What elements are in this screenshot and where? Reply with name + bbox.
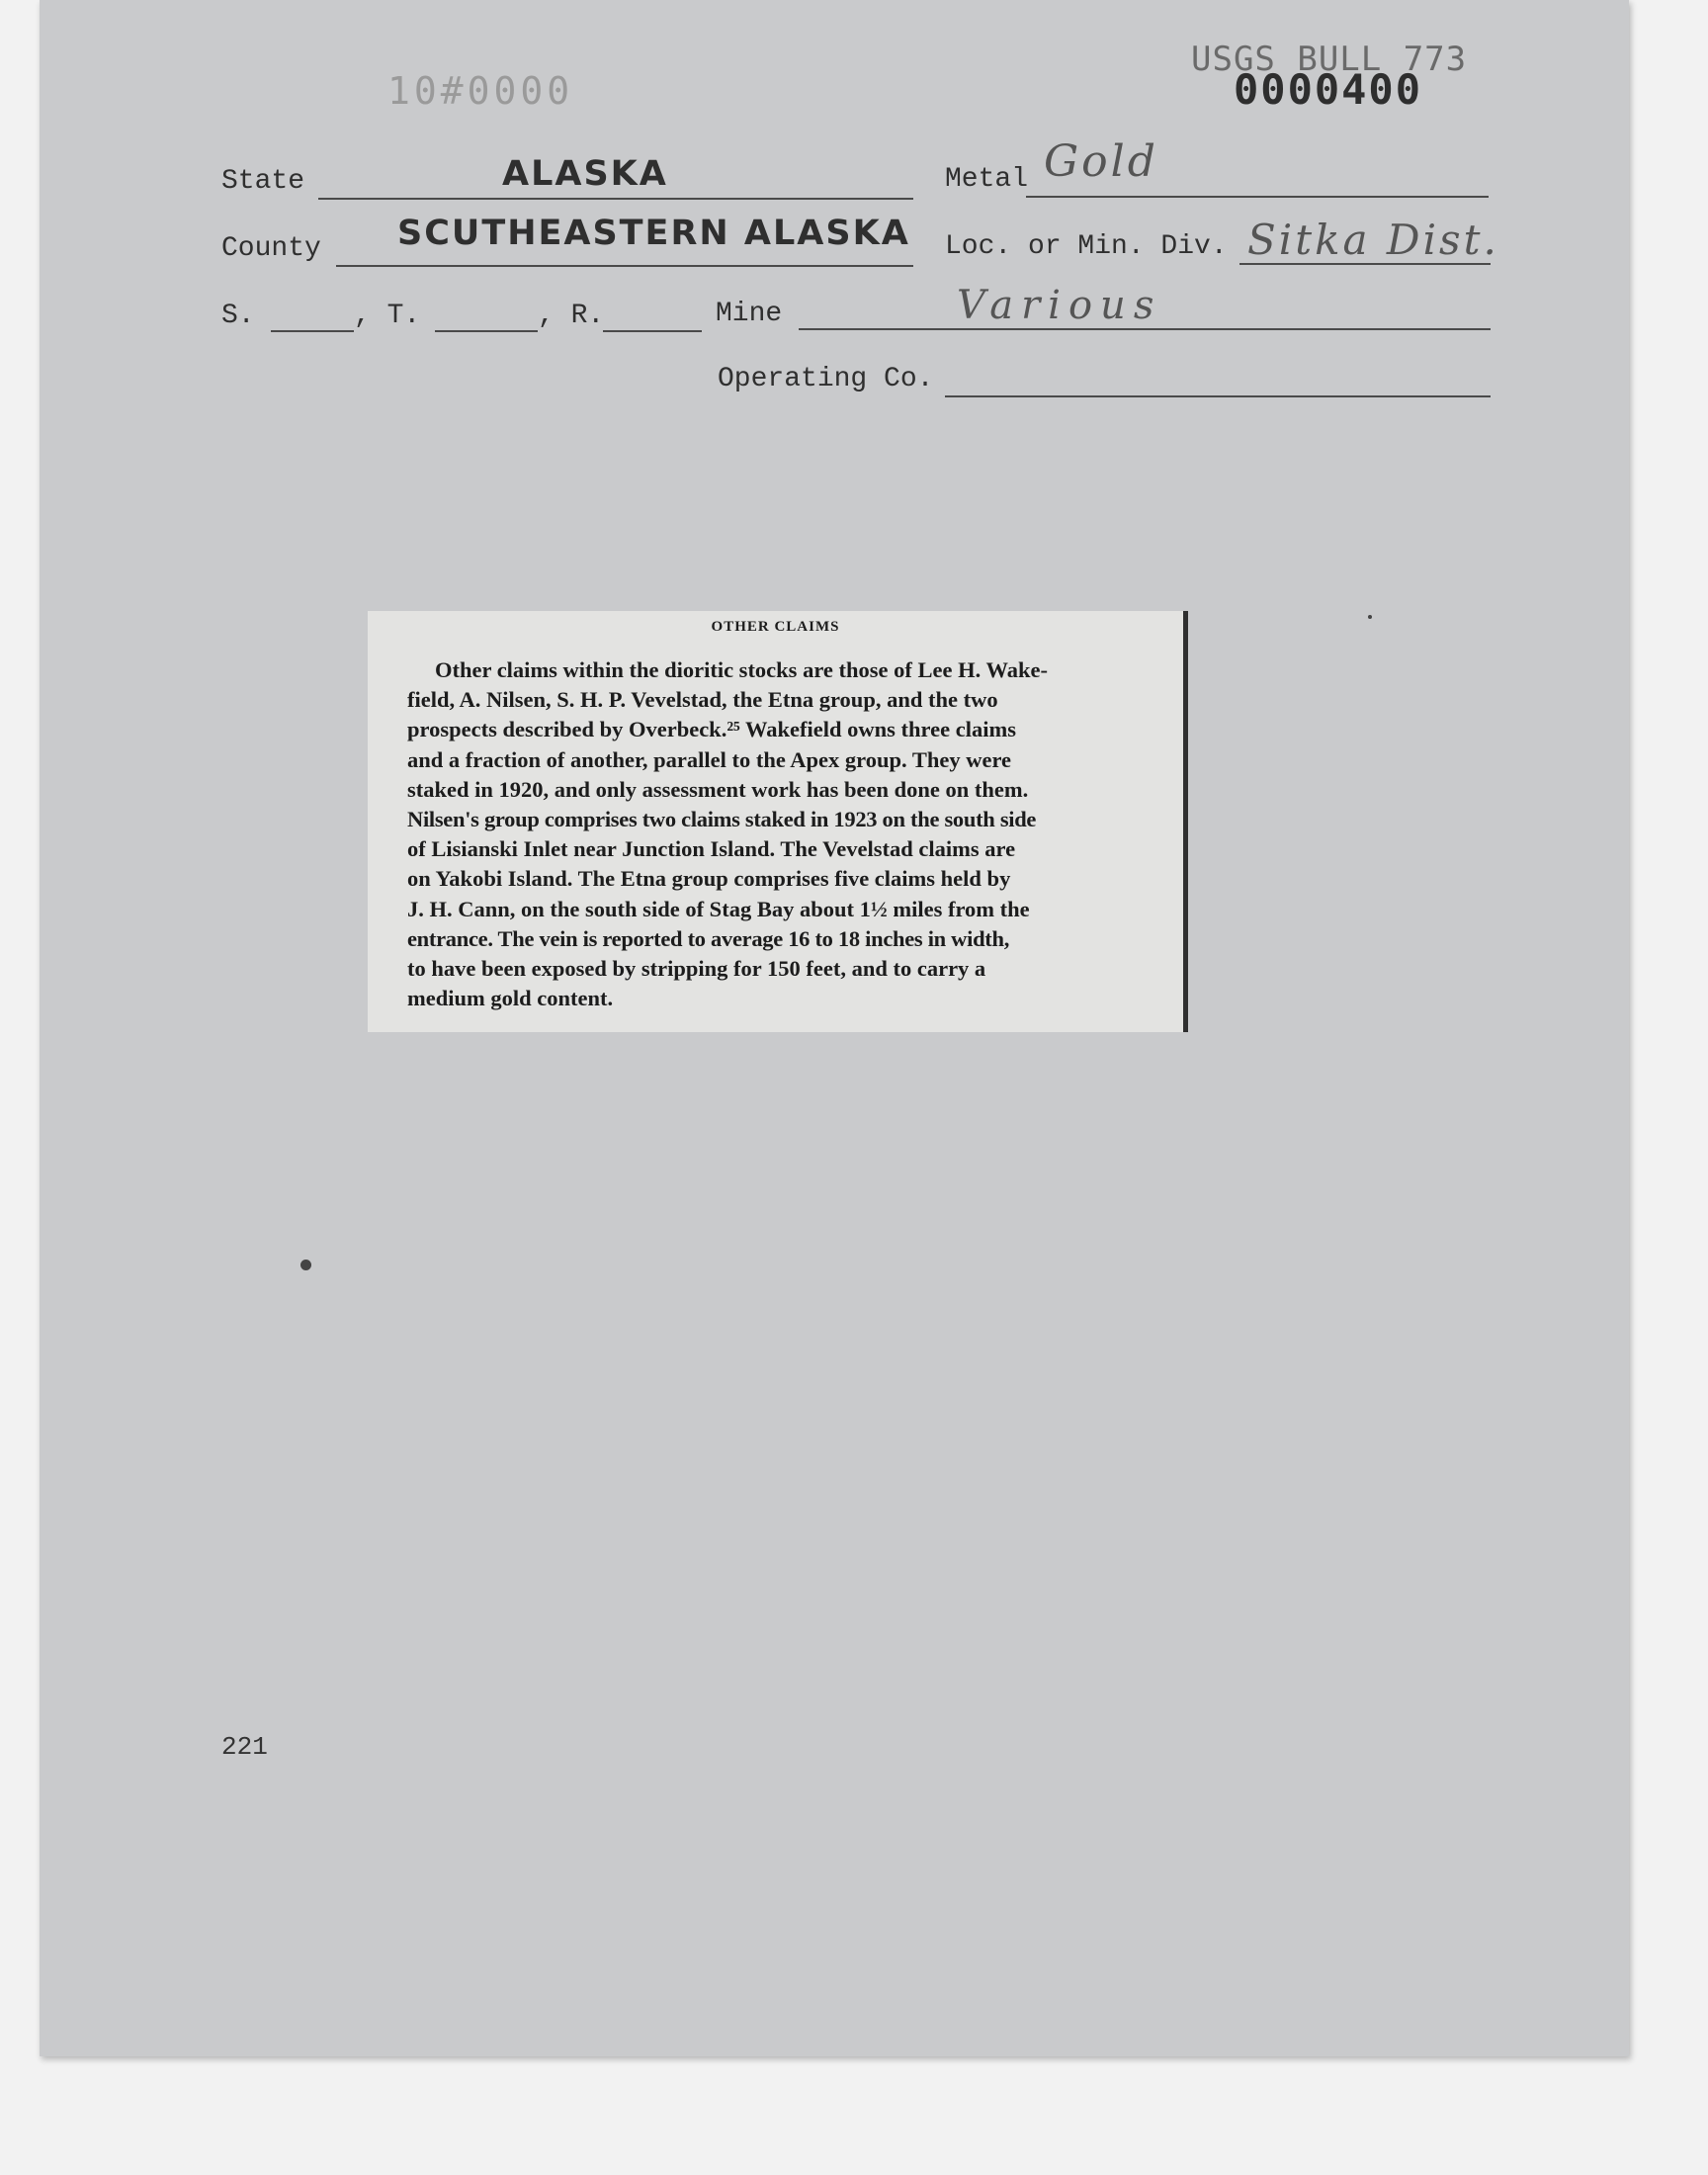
clipping-line: and a fraction of another, parallel to the Apex group. They were: [407, 746, 1012, 772]
pasted-text-clipping: [368, 611, 1188, 1032]
clipping-line: to have been exposed by stripping for 150 feet, and to carry a: [407, 956, 986, 982]
clipping-line: Other claims within the dioritic stocks are those of Lee H. Wake-: [435, 657, 1048, 682]
operating-company-label: Operating Co.: [718, 364, 934, 394]
range-line: [603, 330, 702, 332]
range-label: , R.: [538, 301, 605, 331]
state-label: State: [221, 166, 305, 197]
clipping-title: OTHER CLAIMS: [711, 619, 840, 635]
operating-company-line: [945, 395, 1491, 397]
county-label: County: [221, 233, 321, 264]
clipping-line: J. H. Cann, on the south side of Stag Bay about 1½ miles from the: [407, 896, 1030, 921]
mine-value: Various: [957, 283, 1162, 328]
county-value: SCUTHEASTERN ALASKA: [397, 214, 910, 253]
clipping-line: Nilsen's group comprises two claims staked in 1923 on the south side: [407, 807, 1037, 832]
clipping-line: of Lisianski Inlet near Junction Island. The Vevelstad claims are: [407, 836, 1016, 862]
ink-speck: [1368, 615, 1372, 619]
clipping-body: [407, 655, 1173, 1013]
locdiv-value: Sitka Dist.: [1247, 216, 1499, 264]
locdiv-label: Loc. or Min. Div.: [945, 231, 1228, 262]
township-label: , T.: [354, 301, 421, 331]
faint-stamp-number: 10#0000: [387, 69, 574, 113]
clipping-line: on Yakobi Island. The Etna group comprises five claims held by: [407, 866, 1011, 892]
clipping-line: staked in 1920, and only assessment work has been done on them.: [407, 776, 1029, 802]
page-number: 221: [221, 1732, 268, 1762]
clipping-line: medium gold content.: [407, 986, 614, 1011]
metal-label: Metal: [945, 164, 1029, 195]
clipping-line: field, A. Nilsen, S. H. P. Vevelstad, the Etna group, and the two: [407, 687, 998, 713]
state-value: ALASKA: [502, 154, 668, 194]
mine-label: Mine: [716, 299, 783, 329]
mine-line: [799, 328, 1491, 330]
ink-speck: [300, 1260, 311, 1270]
metal-line: [1026, 196, 1489, 198]
series-reference-stamp: USGS BULL 773: [1191, 40, 1468, 79]
section-line: [271, 330, 354, 332]
township-line: [435, 330, 538, 332]
county-line: [336, 265, 913, 267]
metal-value: Gold: [1044, 136, 1158, 187]
section-label: S.: [221, 301, 255, 331]
clipping-line: entrance. The vein is reported to average 16 to 18 inches in width,: [407, 925, 1010, 951]
file-number-stamp: 0000400: [1234, 65, 1423, 114]
state-line: [318, 198, 913, 200]
clipping-line: prospects described by Overbeck.²⁵ Wakefield owns three claims: [407, 717, 1016, 742]
